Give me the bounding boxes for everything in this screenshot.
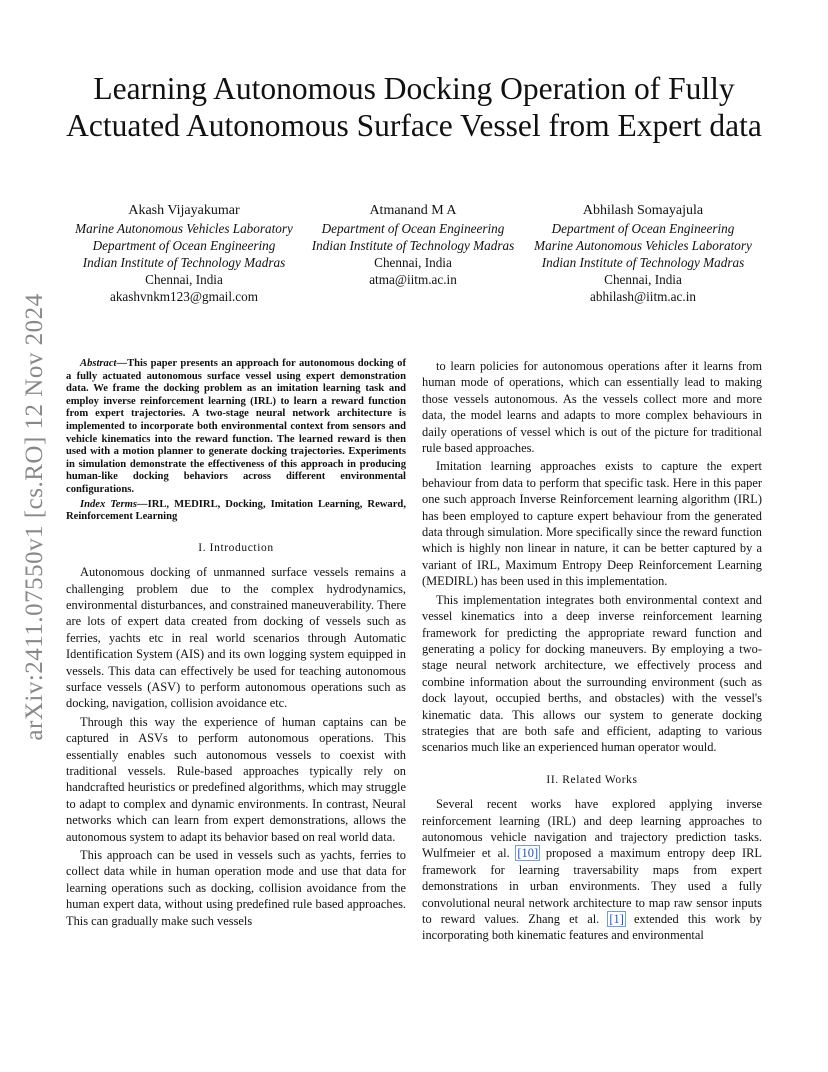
author-email: abhilash@iitm.ac.in	[590, 289, 696, 304]
index-terms	[66, 499, 406, 524]
citation-link[interactable]: [1]	[609, 912, 624, 926]
author-email: atma@iitm.ac.in	[369, 272, 457, 287]
author-city: Chennai, India	[374, 255, 452, 270]
author-affiliation: Indian Institute of Technology Madras	[311, 238, 515, 253]
paragraph	[422, 796, 762, 944]
paragraph: This implementation integrates both environmental context and vessel kinematics into a deep inverse reinforcement learning framework for predicting the appropriate reward function and generating a policy for docking maneuvers. By employing a two-stage neural network architecture, we effectively process and combine information about the surrounding environment (such as dock layout, occupied berths, and obstacles) with the vessel's kinematic data. This allows our system to generate docking strategies that are both safe and efficient, adapting to various scenarios much like an experienced human operator would.	[422, 592, 762, 755]
arxiv-identifier	[22, 282, 48, 752]
author-block-1	[66, 202, 302, 305]
author-city: Chennai, India	[145, 272, 223, 287]
author-block-2	[300, 202, 526, 288]
author-block-3	[526, 202, 760, 305]
index-terms-label: Index Terms	[80, 498, 137, 510]
paragraph-text: Several recent works have explored applying inverse reinforcement learning (IRL) and deep learning approaches to autonomous vehicle navigation and trajectory prediction tasks. Wulfmeier et al.	[422, 797, 762, 861]
author-affiliation: Marine Autonomous Vehicles Laboratory	[534, 238, 752, 253]
paragraph-text: proposed a maximum entropy deep IRL framework for learning traversability maps from expert demonstrations in urban environments. They used a fully convolutional neural network architecture to map raw sensor inputs to reward values. Zhang et al.	[422, 846, 762, 926]
author-affiliation: Indian Institute of Technology Madras	[82, 255, 286, 270]
paragraph: Autonomous docking of unmanned surface vessels remains a challenging problem due to the complex hydrodynamics, environmental disturbances, and constrained maneuverability. There are lots of expert data created from docking of vessels such as ferries, yachts etc in real world scenarios through Automatic Identification System (AIS) and its own logging system equipped in vessels. This data can effectively be used for teaching autonomous surface vessels (ASV) to perform autonomous operations such as docking, navigation, collision avoidance etc.	[66, 565, 406, 711]
section-heading-related-works: II. Related Works	[546, 773, 638, 786]
paragraph: to learn policies for autonomous operations after it learns from human mode of operations, which can essentially lead to making those vessels autonomous. As the vessels collect more and more data, the model learns and adapts to more complex behaviours in daily operations of vessel which is out of the picture for traditional rule based approaches.	[422, 359, 762, 456]
abstract-label: Abstract	[80, 358, 117, 369]
author-affiliation: Indian Institute of Technology Madras	[541, 255, 745, 270]
citation-link[interactable]: [10]	[517, 846, 539, 861]
section-heading-introduction: I. Introduction	[198, 541, 274, 554]
author-affiliation: Department of Ocean Engineering	[92, 238, 276, 253]
paragraph: Imitation learning approaches exists to capture the expert behaviour from data to perform that specific task. Here in this paper one such approach Inverse Reinforcement learning algorithm (IRL) has been employed to capture expert behaviour from the generated data through simulation. More specifically since the reward function which is highly non linear in nature, it can be better captured by a variant of IRL, Maximum Entropy Deep Reinforcement Learning (MEDIRL) has been used in this implementation.	[422, 459, 762, 589]
paragraph: This approach can be used in vessels such as yachts, ferries to collect data while in human operation mode and use that data for learning operations such as docking, collision avoidance from the human expert data, without using predefined rule based approaches. This can gradually make such vessels	[66, 848, 406, 928]
author-name: Abhilash Somayajula	[582, 203, 704, 218]
author-name: Atmanand M A	[369, 203, 457, 218]
left-column	[66, 358, 406, 929]
abstract	[66, 358, 406, 497]
right-column	[422, 358, 762, 944]
author-affiliation: Marine Autonomous Vehicles Laboratory	[75, 221, 293, 236]
author-name: Akash Vijayakumar	[128, 203, 240, 218]
author-affiliation: Department of Ocean Engineering	[321, 221, 505, 236]
paragraph: Through this way the experience of human captains can be captured in ASVs to perform autonomous operations. This essentially enables such autonomous vessels to coexist with traditional vessels. Rule-based approaches typically rely on handcrafted heuristics or predefined algorithms, which may struggle to adapt to complex and dynamic environments. In contrast, Neural networks which can learn from expert demonstrations, allows the autonomous system to adapt its behavior based on real world data.	[66, 714, 406, 844]
paragraph-text: extended this work by incorporating both kinematic features and environmental	[422, 912, 762, 943]
author-affiliation: Department of Ocean Engineering	[551, 221, 735, 236]
abstract-text: —This paper presents an approach for autonomous docking of a fully actuated autonomous surface vessel using expert demonstration data. We frame the docking problem as an imitation learning task and employ inverse reinforcement learning (IRL) to learn a reward function from expert trajectories. A two-stage neural network architecture is implemented to incorporate both environmental context from sensors and vehicle kinematics into the reward function. The learned reward is then used with a motion planner to generate docking trajectories. Experiments in simulation demonstrate the effectiveness of this approach in producing human-like docking behaviors across different environmental configurations.	[66, 358, 406, 495]
index-terms-text: —IRL, MEDIRL, Docking, Imitation Learning, Reward, Reinforcement Learning	[66, 498, 406, 523]
paper-title: Learning Autonomous Docking Operation of Fully Actuated Autonomous Surface Vessel from Expert data	[66, 71, 762, 143]
author-email: akashvnkm123@gmail.com	[109, 289, 259, 304]
arxiv-identifier-text: arXiv:2411.07550v1 [cs.RO] 12 Nov 2024	[21, 293, 48, 741]
author-city: Chennai, India	[604, 272, 682, 287]
